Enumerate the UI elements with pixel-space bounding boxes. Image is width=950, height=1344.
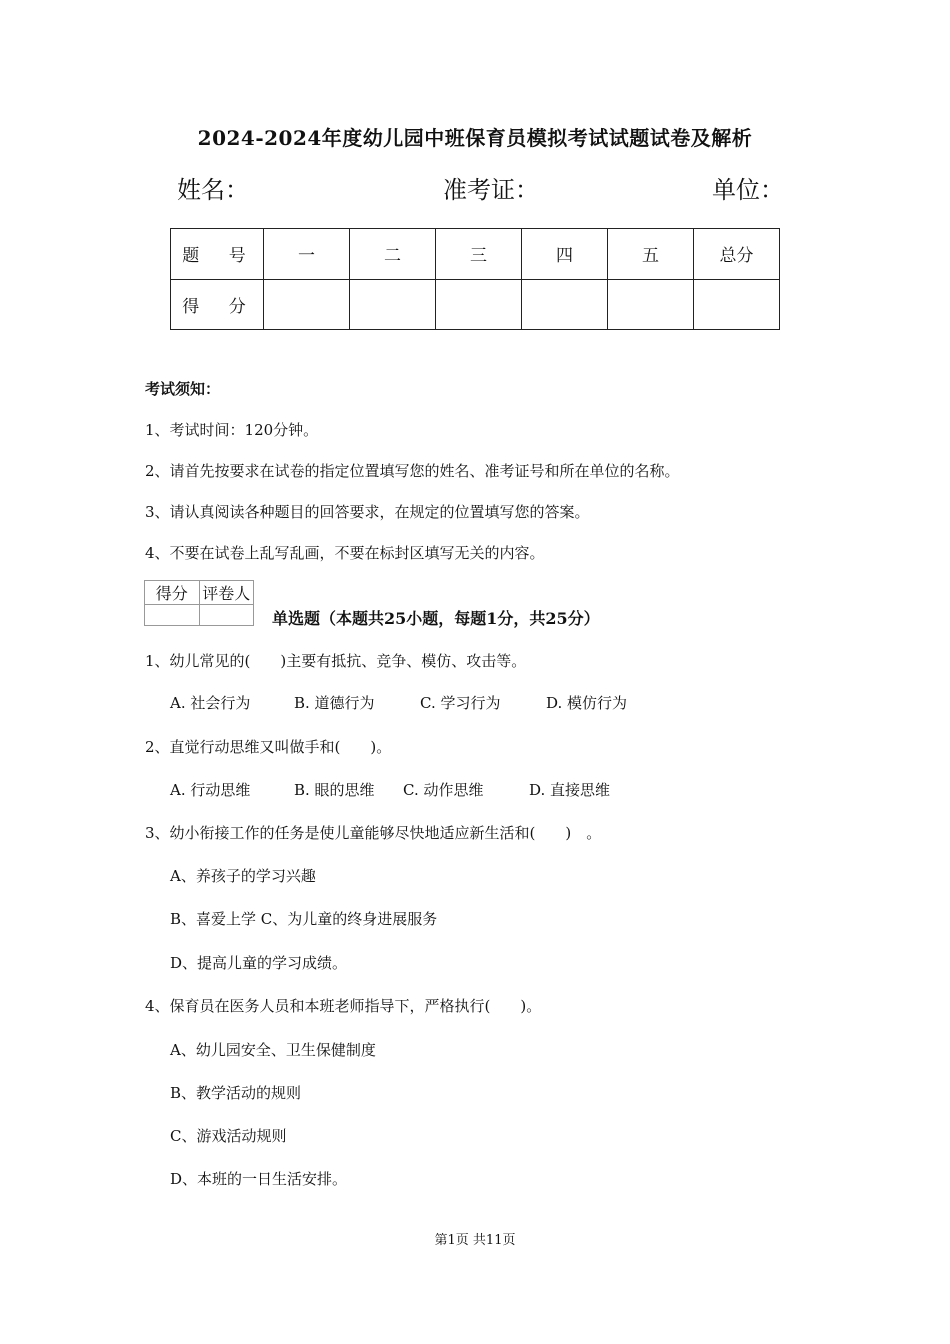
option-d: D. 直接思维 bbox=[529, 781, 611, 799]
option-b-c: B、喜爱上学 C、为儿童的终身进展服务 bbox=[170, 910, 438, 928]
option-a: A、幼儿园安全、卫生保健制度 bbox=[170, 1041, 376, 1059]
notice-item: 4、不要在试卷上乱写乱画，不要在标封区填写无关的内容。 bbox=[145, 544, 545, 562]
unit-field-label: 单位： bbox=[712, 176, 784, 204]
name-field-label: 姓名： bbox=[177, 176, 249, 204]
total-score-cell[interactable] bbox=[694, 279, 780, 330]
option-d: D、本班的一日生活安排。 bbox=[170, 1170, 348, 1188]
option-d: D. 模仿行为 bbox=[546, 694, 628, 712]
question-2: 2、直觉行动思维又叫做手和( )。 bbox=[145, 738, 392, 756]
section-4-header: 四 bbox=[522, 229, 608, 280]
option-a: A、养孩子的学习兴趣 bbox=[170, 867, 316, 885]
score-table bbox=[170, 228, 780, 330]
section-5-score-cell[interactable] bbox=[608, 279, 694, 330]
section-4-score-cell[interactable] bbox=[522, 279, 608, 330]
option-b: B. 道德行为 bbox=[294, 694, 375, 712]
question-4: 4、保育员在医务人员和本班老师指导下，严格执行( )。 bbox=[145, 997, 542, 1015]
option-a: A. 社会行为 bbox=[170, 694, 251, 712]
page-title: 2024-2024年度幼儿园中班保育员模拟考试试题试卷及解析 bbox=[197, 126, 753, 150]
grader-score-label: 得分 bbox=[145, 581, 200, 605]
exam-id-field-label: 准考证： bbox=[443, 176, 539, 204]
score-table-header-row bbox=[171, 229, 780, 280]
section-2-score-cell[interactable] bbox=[350, 279, 436, 330]
grader-name-cell[interactable] bbox=[199, 605, 254, 626]
page-footer: 第1页 共11页 bbox=[434, 1233, 516, 1248]
section-5-header: 五 bbox=[608, 229, 694, 280]
notice-item: 2、请首先按要求在试卷的指定位置填写您的姓名、准考证号和所在单位的名称。 bbox=[145, 462, 680, 480]
question-1: 1、幼儿常见的( )主要有抵抗、竞争、模仿、攻击等。 bbox=[145, 652, 527, 670]
option-b: B、教学活动的规则 bbox=[170, 1084, 302, 1102]
score-table-score-row bbox=[171, 279, 780, 330]
option-a: A. 行动思维 bbox=[170, 781, 251, 799]
section-1-score-cell[interactable] bbox=[264, 279, 350, 330]
notice-item: 3、请认真阅读各种题目的回答要求，在规定的位置填写您的答案。 bbox=[145, 503, 590, 521]
option-b: B. 眼的思维 bbox=[294, 781, 375, 799]
section-1-header: 一 bbox=[264, 229, 350, 280]
option-c: C. 学习行为 bbox=[420, 694, 501, 712]
grader-box bbox=[144, 580, 254, 626]
option-c: C. 动作思维 bbox=[403, 781, 484, 799]
score-row-label: 得 分 bbox=[171, 279, 264, 330]
notice-item: 1、考试时间：120分钟。 bbox=[145, 421, 319, 439]
section-3-header: 三 bbox=[436, 229, 522, 280]
notice-heading: 考试须知： bbox=[145, 380, 221, 398]
total-header: 总分 bbox=[694, 229, 780, 280]
section-title: 单选题（本题共25小题，每题1分，共25分） bbox=[272, 609, 600, 628]
grader-name-label: 评卷人 bbox=[199, 581, 254, 605]
grader-score-cell[interactable] bbox=[145, 605, 200, 626]
question-number-label: 题 号 bbox=[171, 229, 264, 280]
section-3-score-cell[interactable] bbox=[436, 279, 522, 330]
option-d: D、提高儿童的学习成绩。 bbox=[170, 954, 348, 972]
option-c: C、游戏活动规则 bbox=[170, 1127, 287, 1145]
question-3: 3、幼小衔接工作的任务是使儿童能够尽快地适应新生活和( ) 。 bbox=[145, 824, 602, 842]
section-2-header: 二 bbox=[350, 229, 436, 280]
